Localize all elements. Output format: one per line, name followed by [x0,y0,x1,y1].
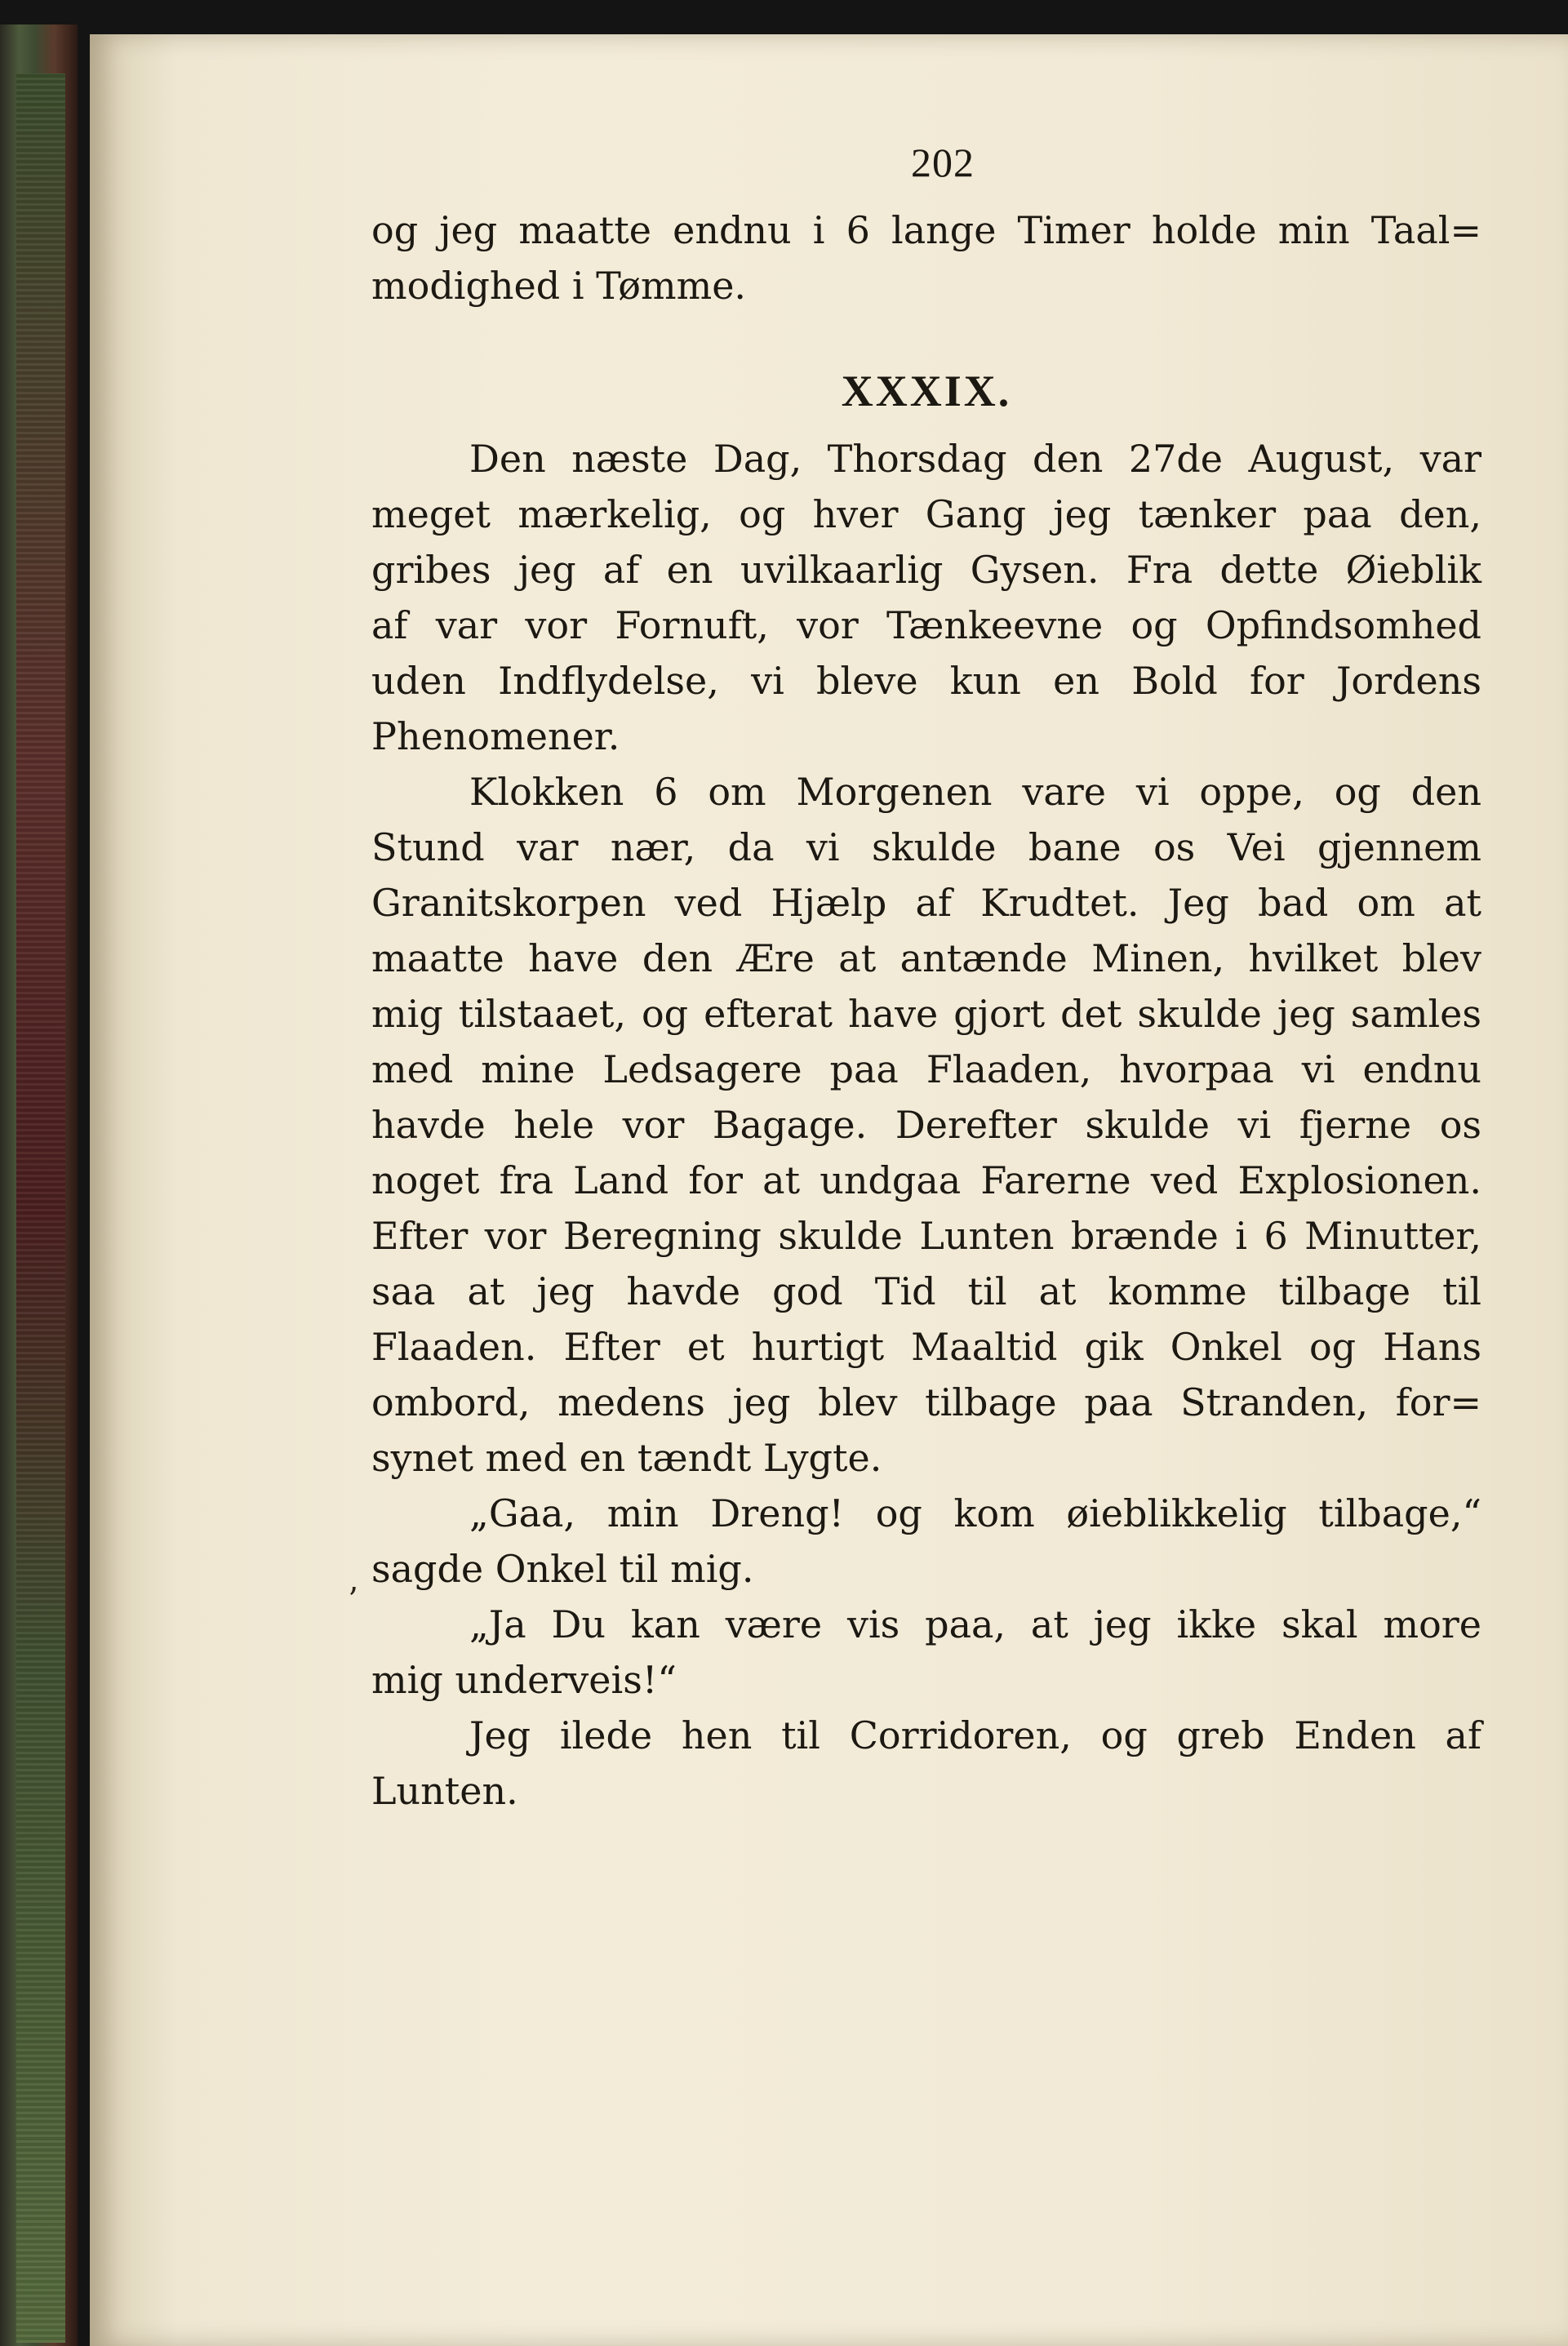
text-line: uden Indflydelse, vi bleve kun en Bold for Jordens [371,659,1481,703]
text-line: Lunten. [371,1769,518,1813]
text-line: Granitskorpen ved Hjælp af Krudtet. Jeg bad om at [371,881,1481,925]
book-spine [0,24,78,2346]
text-line: „Gaa, min Dreng! og kom øieblikkelig tilbage,“ [469,1491,1481,1535]
text-line: maatte have den Ære at antænde Minen, hvilket blev [371,936,1481,980]
text-line: Efter vor Beregning skulde Lunten brænde i 6 Minutter, [371,1214,1481,1258]
text-line: og jeg maatte endnu i 6 lange Timer holde min Taal= [371,208,1481,252]
text-line: meget mærkelig, og hver Gang jeg tænker paa den, [371,492,1481,536]
paragraph-2 [371,764,1481,1486]
text-line: Phenomener. [371,714,620,758]
text-line: mig tilstaaet, og efterat have gjort det skulde jeg samles [371,992,1481,1036]
text-line: med mine Ledsagere paa Flaaden, hvorpaa vi endnu [371,1047,1481,1091]
text-line: ombord, medens jeg blev tilbage paa Stranden, for= [371,1380,1481,1424]
text-line: saa at jeg havde god Tid til at komme tilbage til [371,1269,1481,1313]
paragraph-5 [371,1708,1481,1819]
text-line: modighed i Tømme. [371,264,747,308]
paragraph-3 [371,1486,1481,1597]
page-text-block [371,139,1481,1819]
text-line: mig underveis!“ [371,1658,677,1702]
paragraph-1 [371,431,1481,764]
spine-cloth [16,73,65,2343]
page-number: 202 [911,140,975,185]
text-line: Flaaden. Efter et hurtigt Maaltid gik Onkel og Hans [371,1325,1481,1369]
text-line: af var vor Fornuft, vor Tænkeevne og Opfindsomhed [371,603,1481,647]
text-line: noget fra Land for at undgaa Farerne ved Explosionen. [371,1158,1481,1202]
text-line: Klokken 6 om Morgenen vare vi oppe, og den [469,770,1481,814]
text-line: synet med en tændt Lygte. [371,1436,882,1480]
text-line: gribes jeg af en uvilkaarlig Gysen. Fra dette Øieblik [371,548,1481,592]
chapter-heading: XXXIX. [841,367,1012,415]
text-line: Den næste Dag, Thorsdag den 27de August, var [469,437,1481,481]
margin-tick-mark: ʼ [347,1582,358,1620]
paragraph-4 [371,1597,1481,1708]
text-line: Jeg ilede hen til Corridoren, og greb Enden af [469,1713,1481,1757]
text-line: „Ja Du kan være vis paa, at jeg ikke skal more [469,1602,1481,1646]
text-line: havde hele vor Bagage. Derefter skulde vi fjerne os [371,1103,1481,1147]
intro-paragraph [371,202,1481,313]
text-line: Stund var nær, da vi skulde bane os Vei gjennem [371,825,1481,869]
text-line: sagde Onkel til mig. [371,1547,754,1591]
